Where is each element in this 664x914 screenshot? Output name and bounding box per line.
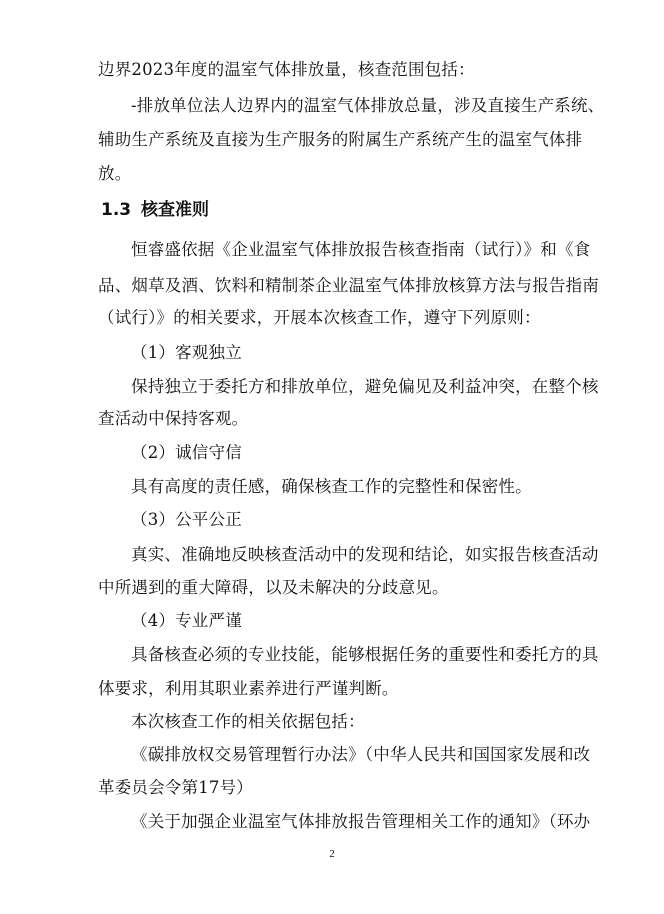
principle-text-line: 查活动中保持客观。	[98, 409, 249, 428]
basis-item-line: 《碳排放权交易管理暂行办法》（中华人民共和国国家发展和改	[131, 745, 591, 764]
basis-item-line: 《关于加强企业温室气体排放报告管理相关工作的通知》（环办	[131, 812, 591, 831]
principle-title: （1）客观独立	[131, 343, 242, 362]
basis-item-line: 革委员会令第17号）	[98, 778, 253, 797]
principle-title: （2）诚信守信	[131, 443, 242, 462]
principle-text-line: 中所遇到的重大障碍，以及未解决的分歧意见。	[98, 578, 449, 597]
basis-intro: 本次核查工作的相关依据包括：	[131, 712, 365, 731]
criteria-intro-line: （试行）》的相关要求，开展本次核查工作，遵守下列原则：	[98, 308, 541, 327]
principle-text-line: 具有高度的责任感，确保核查工作的完整性和保密性。	[131, 477, 532, 496]
principle-text-line: 体要求，利用其职业素养进行严谨判断。	[98, 679, 399, 698]
scope-item-line: 辅助生产系统及直接为生产服务的附属生产系统产生的温室气体排	[98, 130, 583, 149]
page-number: 2	[329, 848, 335, 860]
section-title: 核查准则	[141, 200, 209, 220]
criteria-intro-line: 品、烟草及酒、饮料和精制茶企业温室气体排放核算方法与报告指南	[98, 276, 599, 295]
principle-title: （4）专业严谨	[131, 611, 242, 630]
principle-title: （3）公平公正	[131, 510, 242, 529]
principle-text-line: 保持独立于委托方和排放单位，避免偏见及利益冲突，在整个核	[131, 377, 599, 396]
scope-text-line: 边界2023年度的温室气体排放量，核查范围包括：	[98, 60, 475, 79]
criteria-intro-line: 恒睿盛依据《企业温室气体排放报告核查指南（试行）》和《食	[131, 240, 591, 259]
principle-text-line: 具备核查必须的专业技能，能够根据任务的重要性和委托方的具	[131, 645, 599, 664]
scope-item-line: -排放单位法人边界内的温室气体排放总量，涉及直接生产系统、	[131, 96, 605, 115]
section-number: 1.3	[101, 200, 132, 220]
principle-text-line: 真实、准确地反映核查活动中的发现和结论，如实报告核查活动	[131, 545, 599, 564]
section-heading	[101, 200, 209, 220]
scope-item-line: 放。	[98, 164, 132, 183]
